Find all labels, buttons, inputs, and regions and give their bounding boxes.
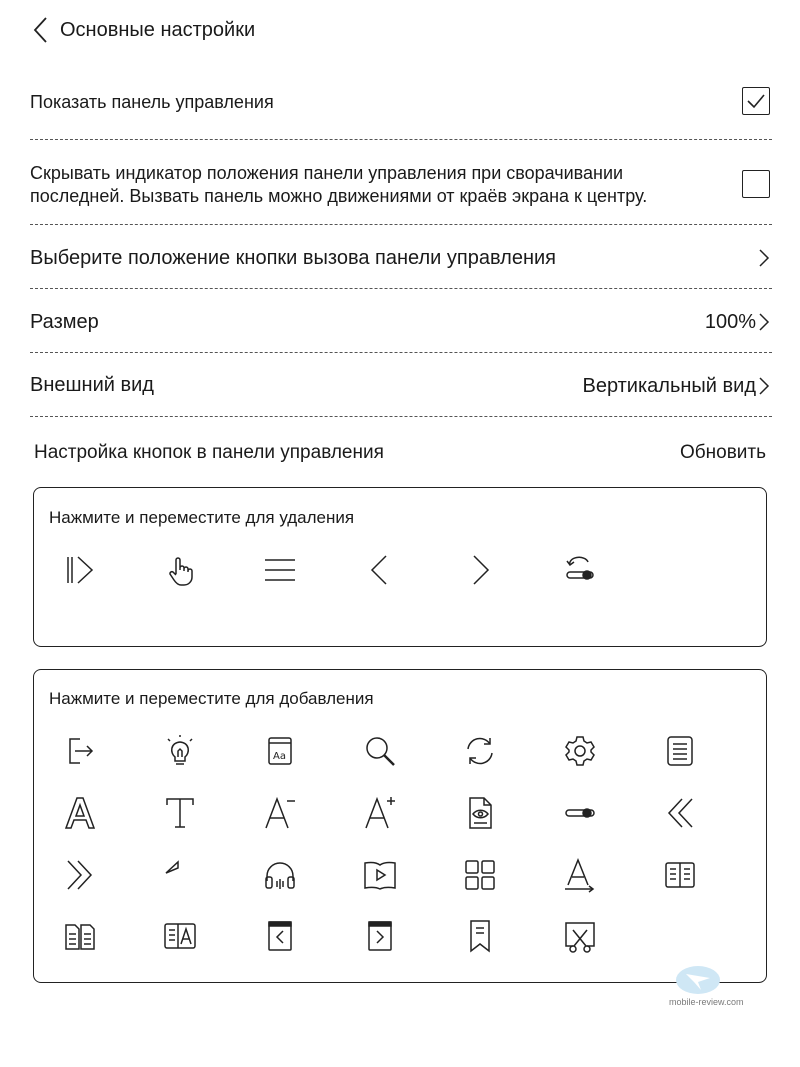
document-eye-icon[interactable] <box>460 793 500 833</box>
exit-icon[interactable] <box>60 731 100 771</box>
button-position-label: Выберите положение кнопки вызова панели управления <box>30 247 556 269</box>
show-panel-label: Показать панель управления <box>30 92 274 112</box>
checkmark-icon <box>746 92 766 110</box>
remove-buttons-panel <box>33 487 767 647</box>
back-button[interactable] <box>30 14 56 46</box>
chevron-right-icon <box>756 247 772 269</box>
book-play-icon[interactable] <box>360 855 400 895</box>
screenshot-cut-icon[interactable] <box>560 916 600 956</box>
buttons-section-title: Настройка кнопок в панели управления <box>34 442 384 463</box>
touch-hand-icon[interactable] <box>160 550 200 590</box>
sync-icon[interactable] <box>460 731 500 771</box>
table-of-contents-icon[interactable] <box>660 731 700 771</box>
appearance-value: Вертикальный вид <box>582 375 756 397</box>
page-title: Основные настройки <box>60 19 256 41</box>
watermark-text: mobile-review.com <box>669 997 744 1007</box>
appearance-label: Внешний вид <box>30 374 154 396</box>
hide-indicator-checkbox[interactable] <box>742 170 770 198</box>
svg-text:Aa: Aa <box>273 751 286 762</box>
chevron-right-icon <box>756 375 772 397</box>
size-row[interactable] <box>30 289 772 353</box>
hide-indicator-text <box>30 162 647 208</box>
refresh-button[interactable]: Обновить <box>679 442 766 463</box>
page-next-icon[interactable] <box>360 916 400 956</box>
double-chevron-left-icon[interactable] <box>660 793 700 833</box>
remove-panel-title: Нажмите и переместите для удаления <box>49 508 355 527</box>
undo-arrow-icon[interactable] <box>160 855 200 895</box>
chevron-right-icon[interactable] <box>460 550 500 590</box>
add-buttons-panel <box>33 669 767 983</box>
dictionary-icon[interactable] <box>260 731 300 771</box>
hide-indicator-row[interactable] <box>30 140 772 225</box>
font-increase-icon[interactable] <box>360 793 400 833</box>
gear-icon[interactable] <box>560 731 600 771</box>
two-columns-text-icon[interactable] <box>660 855 700 895</box>
double-chevron-right-icon[interactable] <box>60 855 100 895</box>
font-decrease-icon[interactable] <box>260 793 300 833</box>
refresh-slider-icon[interactable] <box>560 550 600 590</box>
page-prev-icon[interactable] <box>260 916 300 956</box>
size-label: Размер <box>30 311 99 333</box>
add-panel-title: Нажмите и переместите для добавления <box>49 689 374 708</box>
split-pages-icon[interactable] <box>60 916 100 956</box>
appearance-row[interactable] <box>30 353 772 417</box>
font-outline-icon[interactable] <box>60 793 100 833</box>
bookmark-icon[interactable] <box>460 916 500 956</box>
text-columns-icon[interactable] <box>160 916 200 956</box>
headphones-icon[interactable] <box>260 855 300 895</box>
text-baseline-icon[interactable] <box>560 855 600 895</box>
slider-icon[interactable] <box>560 793 600 833</box>
light-bulb-icon[interactable] <box>160 731 200 771</box>
search-icon[interactable] <box>360 731 400 771</box>
mobile-review-logo <box>668 962 728 998</box>
hide-indicator-line2: последней. Вызвать панель можно движениями от краёв экрана к центру. <box>30 186 648 206</box>
page-forward-icon[interactable] <box>60 550 100 590</box>
show-panel-checkbox[interactable] <box>742 87 770 115</box>
show-panel-row[interactable] <box>30 70 772 140</box>
size-value: 100% <box>704 311 756 333</box>
menu-lines-icon[interactable] <box>260 550 300 590</box>
chevron-right-icon <box>756 311 772 333</box>
grid-icon[interactable] <box>460 855 500 895</box>
button-position-row[interactable] <box>30 225 772 289</box>
hide-indicator-line1: Скрывать индикатор положения панели управления при сворачивании <box>30 163 624 183</box>
chevron-left-icon <box>30 14 56 46</box>
chevron-left-icon[interactable] <box>360 550 400 590</box>
header-bar <box>0 0 800 60</box>
font-serif-icon[interactable] <box>160 793 200 833</box>
